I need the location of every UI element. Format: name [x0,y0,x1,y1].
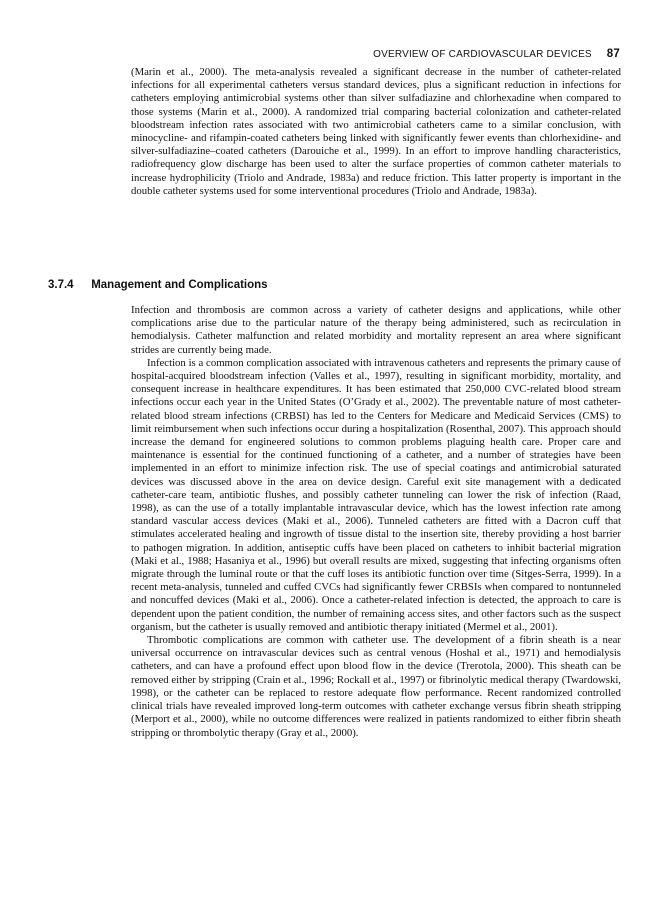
section-body [131,304,621,740]
intro-paragraph: (Marin et al., 2000). The meta-analysis revealed a significant decrease in the number of catheter-related infections for all experimental catheters versus standard devices, plus a significant reduction in infections for catheters employing antimicrobial systems other than silver sulfadiazine and chlorhexadine when compared to those systems (Marin et al., 2000). A randomized trial comparing bacterial colonization and catheter-related bloodstream infection rates associated with two antimicrobial catheters came to a similar conclusion, with minocycline- and rifampin-coated catheters being linked with significantly fewer events than chlorhexidine- and silver-sulfadiazine–coated catheters (Darouiche et al., 1999). In an effort to improve handling characteristics, radiofrequency glow discharge has been used to alter the surface properties of common catheter materials to increase hydrophilicity (Triolo and Andrade, 1983a) and reduce friction. This latter property is important in the double catheter systems used for some interventional procedures (Triolo and Andrade, 1983a). [131,66,621,197]
continued-text-block [131,66,621,198]
running-title: OVERVIEW OF CARDIOVASCULAR DEVICES [373,49,592,60]
section-heading [48,279,620,291]
running-head [130,48,620,60]
paragraph-overview: Infection and thrombosis are common across a variety of catheter designs and applications, while other complications arise due to the particular nature of the therapy being administered, such as recirculation in hemodialysis. Catheter malfunction and related morbidity and mortality represent an area where significant strides are currently being made. [131,304,621,356]
page-number: 87 [606,48,620,60]
paragraph-thrombosis: Thrombotic complications are common with catheter use. The development of a fibrin sheath is a near universal occurrence on intravascular devices such as central venous (Hoshal et al., 1971) and hemodialysis catheters, and can have a profound effect upon blood flow in the device (Trerotola, 2000). This sheath can be removed either by stripping (Crain et al., 1996; Rockall et al., 1997) or fibrinolytic medical therapy (Twardowski, 1998), or the catheter can be replaced to restore adequate flow performance. Recent randomized controlled clinical trials have revealed improved long-term outcomes with catheter exchange versus fibrin sheath stripping (Merport et al., 2000), while no outcome differences were realized in patients randomized to either fibrin sheath stripping or thrombolytic therapy (Gray et al., 2000). [131,634,621,739]
paragraph-infection: Infection is a common complication associated with intravenous catheters and represents the primary cause of hospital-acquired bloodstream infection (Valles et al., 1997), resulting in significant morbidity, mortality, and consequent increase in healthcare expenditures. It has been estimated that 250,000 CVC-related blood stream infections occur each year in the United States (O’Grady et al., 2002). The preventable nature of most catheter-related blood stream infections (CRBSI) has led to the Centers for Medicare and Medicaid Services (CMS) to limit reimbursement when such infections occur during a hospitalization (Rosenthal, 2007). This approach should increase the demand for engineered solutions to common problems plaguing health care. Proper care and maintenance is essential for the continued functioning of a catheter, and a number of strategies have been implemented in an effort to minimize infection risk. The use of special coatings and antimicrobial saturated devices was discussed above in the area on device design. Careful exit site management with a dedicated catheter-care team, antibiotic flushes, and possibly catheter tunneling can lower the risk of infection (Raad, 1998), as can the use of a totally implantable intravascular device, which has the lowest infection rate among standard vascular access devices (Maki et al., 2006). Tunneled catheters are fitted with a Dacron cuff that stimulates accelerated healing and ingrowth of tissue distal to the insertion site, thereby providing a host barrier to pathogen migration. In addition, antiseptic cuffs have been placed on catheters to inhibit bacterial migration (Maki et al., 1988; Hasaniya et al., 1996) but overall results are mixed, suggesting that infecting organisms often migrate through the luminal route or that the cuff loses its antibiotic function over time (Sitges-Serra, 1999). In a recent meta-analysis, tunneled and cuffed CVCs had significantly fewer CRBSIs when compared to nontunneled and noncuffed devices (Maki et al., 2006). Once a catheter-related infection is detected, the approach to care is dependent upon the patient condition, the number of remaining access sites, and other factors such as the suspect organism, but the catheter is usually removed and antibiotic therapy initiated (Mermel et al., 2001). [131,356,621,633]
section-number: 3.7.4 [48,279,74,291]
section-title: Management and Complications [91,279,268,291]
